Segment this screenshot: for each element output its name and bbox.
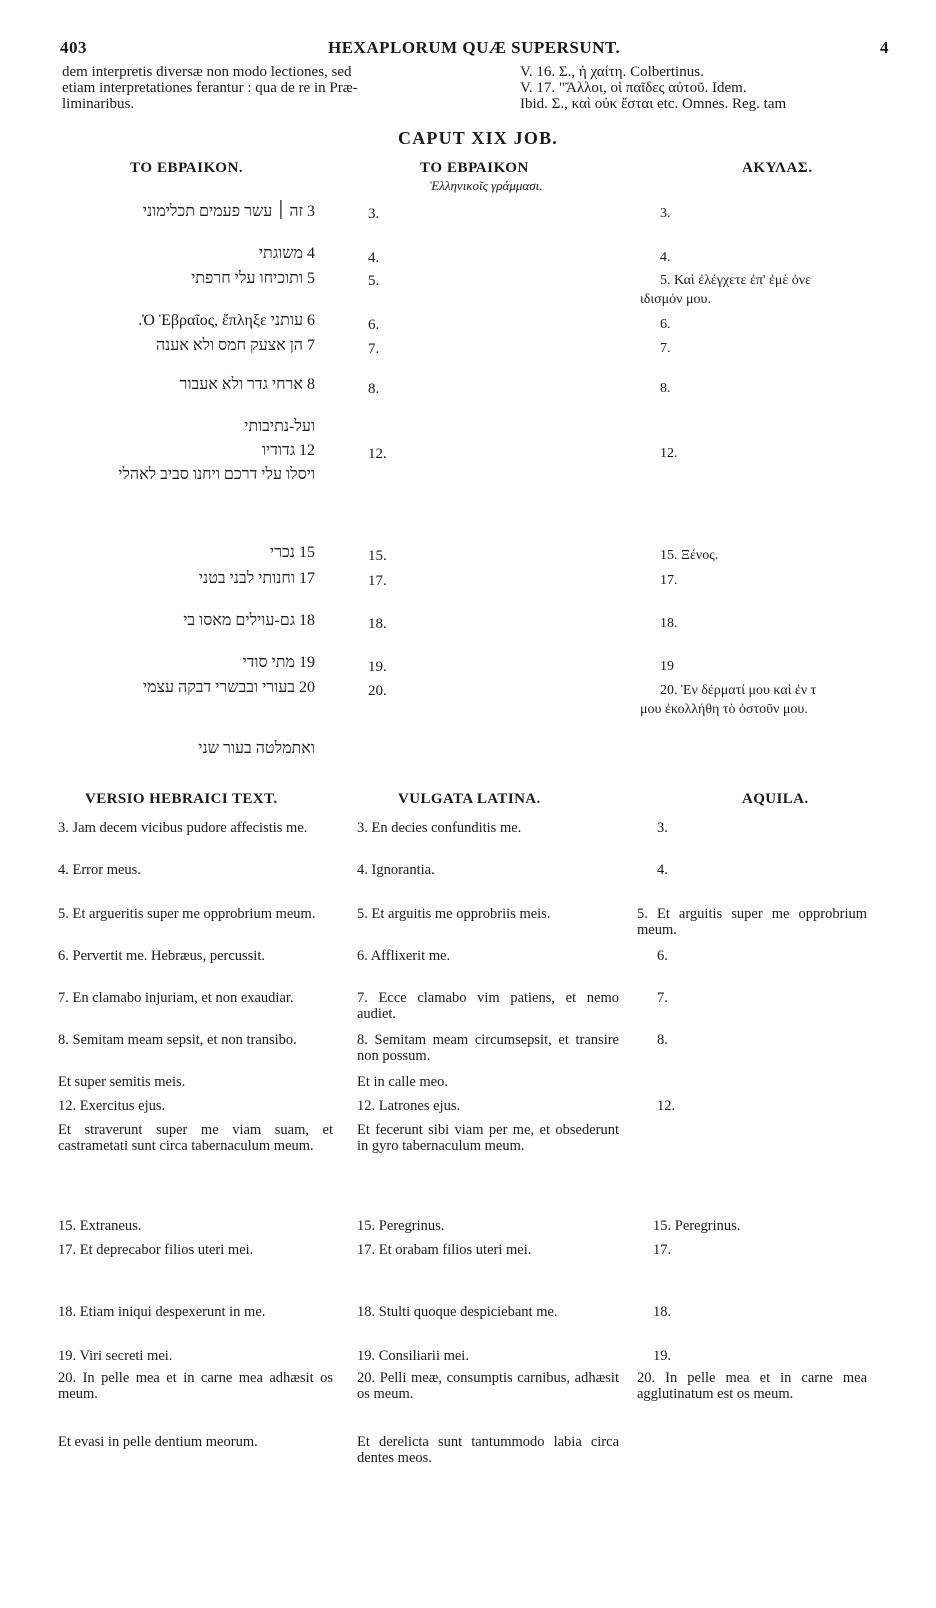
- verse-number: 5.: [368, 273, 380, 289]
- verse-number: 20.: [368, 683, 387, 699]
- hebraic-version-text: 18. Etiam iniqui despexerunt in me.: [58, 1304, 266, 1320]
- greek-text: 18.: [660, 616, 678, 631]
- aquila-latin-text: 17.: [653, 1242, 672, 1258]
- aquila-latin-text: 18.: [653, 1304, 672, 1320]
- chapter-title: CAPUT XIX JOB.: [398, 128, 558, 148]
- note-line: V. 16. Σ., ἡ χαίτη. Colbertinus.: [520, 64, 704, 80]
- vulgate-text: 15. Peregrinus.: [357, 1218, 445, 1234]
- greek-text: 17.: [660, 573, 678, 588]
- greek-text-continued: μου ἐκολλήθη τὸ ὀστοῦν μου.: [640, 702, 808, 717]
- verse-number: 18.: [368, 616, 387, 632]
- greek-text: 20. Ἐν δέρματί μου καὶ ἐν τ: [660, 683, 817, 698]
- verse-number: 3.: [368, 206, 380, 222]
- greek-text: 12.: [660, 446, 678, 461]
- hebraic-version-text: 7. En clamabo injuriam, et non exaudiar.: [58, 990, 294, 1006]
- intro-note-right: [520, 64, 786, 112]
- verse-number: 4.: [368, 250, 380, 266]
- verse-number: 8.: [368, 381, 380, 397]
- vulgate-text: 20. Pelli meæ, consumptis carnibus, adhæsit os meum.: [357, 1370, 619, 1402]
- verse-number: 15.: [368, 548, 387, 564]
- vulgate-text: 4. Ignorantia.: [357, 862, 435, 878]
- verse-number: 17.: [368, 573, 387, 589]
- vulgate-text: 8. Semitam meam circumsepsit, et transire non possum.: [357, 1032, 619, 1064]
- verse-number: 7.: [368, 341, 380, 357]
- vulgate-text: 17. Et orabam filios uteri mei.: [357, 1242, 532, 1258]
- hebrew-verse: ועל-נתיבותי: [244, 418, 315, 435]
- aquila-latin-text: 20. In pelle mea et in carne mea agglutinatum est os meum.: [637, 1370, 867, 1402]
- hebraic-version-text: Et straverunt super me viam suam, et castrametati sunt circa tabernaculum meum.: [58, 1122, 333, 1154]
- hebrew-verse: 3 זה ׀ עשר פעמים תכלימוני: [142, 203, 315, 220]
- hebraic-version-text: 6. Pervertit me. Hebræus, percussit.: [58, 948, 265, 964]
- hebrew-col-heading: ΤΟ ΕΒΡΑΙΚΟΝ.: [130, 160, 244, 176]
- verse-number: 12.: [368, 446, 387, 462]
- greek-text: 4.: [660, 250, 671, 265]
- vulgate-text: Et derelicta sunt tantummodo labia circa dentes meos.: [357, 1434, 619, 1466]
- intro-note-left: [62, 64, 358, 112]
- aquila-latin-text: 8.: [657, 1032, 668, 1048]
- hebraic-version-text: Et super semitis meis.: [58, 1074, 186, 1090]
- hebraic-version-text: 19. Viri secreti mei.: [58, 1348, 173, 1364]
- page-number: 403: [60, 38, 87, 57]
- vulgate-text: 12. Latrones ejus.: [357, 1098, 461, 1114]
- greek-text: 15. Ξένος.: [660, 548, 719, 563]
- aquila-latin-text: 19.: [653, 1348, 672, 1364]
- vulgate-text: 3. En decies confunditis me.: [357, 820, 522, 836]
- greek-text: 3.: [660, 206, 671, 221]
- note-line: liminaribus.: [62, 96, 135, 112]
- hebrew-verse: ויסלו עלי דרכם ויחנו סביב לאהלי: [118, 466, 315, 483]
- greek-text: 19: [660, 659, 674, 674]
- vulgate-text: 5. Et arguitis me opprobriis meis.: [357, 906, 551, 922]
- note-line: V. 17. "Ἄλλοι, οἱ παῖδες αὐτοῦ. Idem.: [520, 80, 747, 96]
- vulgate-text: Et in calle meo.: [357, 1074, 448, 1090]
- greek-text: 6.: [660, 317, 671, 332]
- hebraic-version-text: 20. In pelle mea et in carne mea adhæsit os meum.: [58, 1370, 333, 1402]
- hebraic-version-text: 3. Jam decem vicibus pudore affecistis me.: [58, 820, 308, 836]
- running-title: HEXAPLORUM QUÆ SUPERSUNT.: [328, 38, 621, 57]
- hebraic-version-text: 15. Extraneus.: [58, 1218, 142, 1234]
- greek-text-continued: ιδισμόν μου.: [640, 292, 711, 307]
- vulgate-text: 7. Ecce clamabo vim patiens, et nemo audiet.: [357, 990, 619, 1022]
- hebrew-verse: 20 בעורי ובבשרי דבקה עצמי: [142, 679, 315, 696]
- greek-text: 8.: [660, 381, 671, 396]
- greek-text: 7.: [660, 341, 671, 356]
- transliteration-col-heading: ΤΟ ΕΒΡΑΙΚΟΝ: [420, 160, 529, 176]
- hebrew-verse: 18 גם-עוילים מאסו בי: [183, 612, 315, 629]
- aquila-latin-text: 15. Peregrinus.: [653, 1218, 741, 1234]
- aquila-latin-text: 3.: [657, 820, 668, 836]
- aquila-latin-text: 5. Et arguitis super me opprobrium meum.: [637, 906, 867, 938]
- note-line: Ibid. Σ., καὶ οὐκ ἔσται etc. Omnes. Reg. tam: [520, 96, 787, 112]
- hebrew-verse: 6 עותני Ὁ Ἑβραῖος, ἔπληξε.: [138, 312, 315, 329]
- transliteration-subheading: Ἑλληνικοῖς γράμμασι.: [430, 178, 543, 193]
- hebrew-verse: 4 משוגתי: [258, 245, 315, 262]
- hebrew-verse: 17 וחנותי לבני בטני: [198, 570, 315, 587]
- vulgate-text: Et fecerunt sibi viam per me, et obsederunt in gyro tabernaculum meum.: [357, 1122, 619, 1154]
- aquila-latin-text: 6.: [657, 948, 668, 964]
- aquila-latin-heading: AQUILA.: [742, 791, 809, 807]
- vulgate-text: 6. Afflixerit me.: [357, 948, 451, 964]
- hebraic-version-text: 12. Exercitus ejus.: [58, 1098, 166, 1114]
- hebrew-verse: 7 הן אצעק חמס ולא אענה: [155, 337, 315, 354]
- aquila-latin-text: 4.: [657, 862, 668, 878]
- hebraic-version-text: 4. Error meus.: [58, 862, 141, 878]
- aquila-greek-heading: ΑΚΥΛΑΣ.: [742, 160, 813, 176]
- verse-number: 6.: [368, 317, 380, 333]
- note-line: etiam interpretationes ferantur : qua de re in Præ-: [62, 80, 358, 96]
- hebrew-verse: 19 מתי סודי: [242, 654, 315, 671]
- hebraic-version-text: 5. Et argueritis super me opprobrium meum.: [58, 906, 316, 922]
- hebrew-verse: ואתמלטה בעור שני: [198, 740, 315, 757]
- hebraic-version-text: Et evasi in pelle dentium meorum.: [58, 1434, 258, 1450]
- running-mark: 4: [880, 38, 889, 57]
- vulgate-heading: VULGATA LATINA.: [398, 791, 541, 807]
- version-heading: VERSIO HEBRAICI TEXT.: [85, 791, 278, 807]
- hebraic-version-text: 17. Et deprecabor filios uteri mei.: [58, 1242, 254, 1258]
- vulgate-text: 19. Consiliarii mei.: [357, 1348, 469, 1364]
- vulgate-text: 18. Stulti quoque despiciebant me.: [357, 1304, 558, 1320]
- note-line: dem interpretis diversæ non modo lectiones, sed: [62, 64, 352, 80]
- hebraic-version-text: 8. Semitam meam sepsit, et non transibo.: [58, 1032, 297, 1048]
- greek-text: 5. Καὶ ἐλέγχετε ἐπ' ἐμὲ ὀνε: [660, 273, 811, 288]
- aquila-latin-text: 12.: [657, 1098, 676, 1114]
- hebrew-verse: 12 גדודיו: [261, 442, 315, 459]
- hebrew-verse: 8 ארחי גדר ולא אעבור: [179, 376, 315, 393]
- hebrew-verse: 5 ותוכיחו עלי חרפתי: [191, 270, 315, 287]
- verse-number: 19.: [368, 659, 387, 675]
- aquila-latin-text: 7.: [657, 990, 668, 1006]
- hebrew-verse: 15 נכרי: [269, 544, 315, 561]
